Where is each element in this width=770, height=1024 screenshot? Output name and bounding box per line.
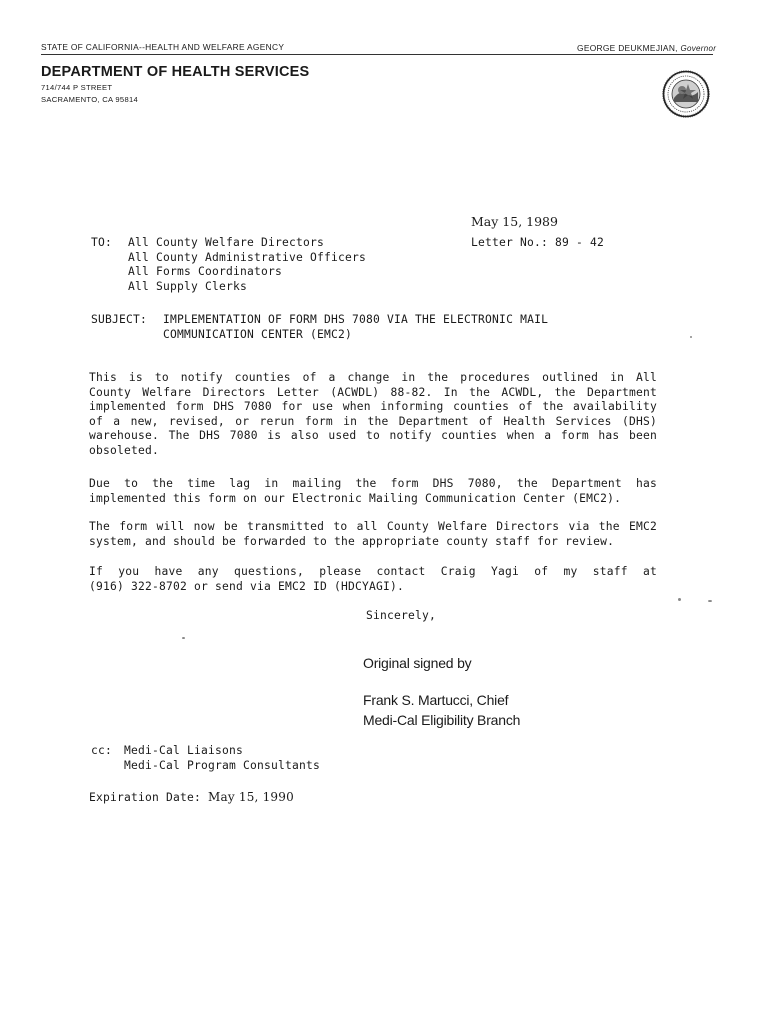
department-name: DEPARTMENT OF HEALTH SERVICES [41, 64, 310, 80]
subject-label: SUBJECT: [91, 313, 148, 326]
paragraph-line: implemented this form on our Electronic Mailing Communication Center (EMC2). [89, 491, 622, 505]
letter-date: May 15, 1989 [471, 214, 558, 229]
agency-line: STATE OF CALIFORNIA--HEALTH AND WELFARE AGENCY [41, 42, 285, 52]
to-label: TO: [91, 236, 113, 249]
recipient-list [128, 236, 366, 294]
signature-note: Original signed by [363, 655, 472, 671]
governor-title: Governor [680, 44, 717, 53]
scan-speck [708, 600, 712, 602]
subject-line: IMPLEMENTATION OF FORM DHS 7080 VIA THE ELECTRONIC MAIL [163, 313, 549, 326]
subject-line: COMMUNICATION CENTER (EMC2) [163, 327, 353, 341]
cc-item: Medi-Cal Program Consultants [124, 758, 321, 772]
scan-speck [182, 637, 185, 639]
expiration-date: May 15, 1990 [208, 790, 294, 804]
scan-speck [690, 336, 692, 338]
scan-speck [678, 598, 681, 601]
recipient-item: All County Welfare Directors [128, 236, 325, 249]
governor-name: GEORGE DEUKMEJIAN, [577, 43, 678, 53]
paragraph-line: (916) 322-8702 or send via EMC2 ID (HDCYAGI). [89, 579, 405, 593]
body-paragraph-1 [89, 371, 657, 459]
paragraph-line: If you have any questions, please contact Craig Yagi of my staff at [89, 565, 657, 578]
expiration-label: Expiration Date: [89, 791, 202, 804]
recipient-item: All Supply Clerks [128, 279, 248, 293]
paragraph-line: obsoleted. [89, 443, 160, 457]
closing: Sincerely, [366, 609, 437, 622]
subject-text [163, 313, 548, 342]
expiration-line [89, 790, 294, 804]
paragraph-line: The form will now be transmitted to all County Welfare Directors via the EMC2 [89, 520, 657, 533]
recipient-item: All County Administrative Officers [128, 250, 367, 264]
paragraph-line: of a new, revised, or rerun form in the Department of Health Services (DHS) [89, 414, 657, 428]
cc-label: cc: [91, 744, 113, 757]
recipient-item: All Forms Coordinators [128, 265, 283, 278]
letterhead-rule [41, 54, 713, 55]
state-seal-icon [662, 70, 710, 118]
paragraph-line: warehouse. The DHS 7080 is also used to notify counties when a form has been [89, 429, 657, 443]
body-paragraph-4 [89, 565, 657, 594]
paragraph-line: implemented form DHS 7080 for use when informing counties of the availability [89, 400, 657, 414]
paragraph-line: Due to the time lag in mailing the form DHS 7080, the Department has [89, 477, 657, 490]
signer-name: Frank S. Martucci, Chief [363, 692, 509, 708]
paragraph-line: This is to notify counties of a change in the procedures outlined in All [89, 371, 657, 384]
paragraph-line: County Welfare Directors Letter (ACWDL) 88-82. In the ACWDL, the Department [89, 385, 657, 399]
address-line-2: SACRAMENTO, CA 95814 [41, 95, 139, 104]
body-paragraph-3 [89, 520, 657, 549]
signer-title: Medi-Cal Eligibility Branch [363, 712, 521, 728]
address-line-1: 714/744 P STREET [41, 83, 113, 92]
cc-item: Medi-Cal Liaisons [124, 744, 244, 757]
letter-number: Letter No.: 89 - 42 [471, 236, 605, 249]
governor-line [577, 43, 716, 53]
cc-list [124, 744, 320, 773]
body-paragraph-2 [89, 477, 657, 506]
paragraph-line: system, and should be forwarded to the appropriate county staff for review. [89, 534, 615, 548]
